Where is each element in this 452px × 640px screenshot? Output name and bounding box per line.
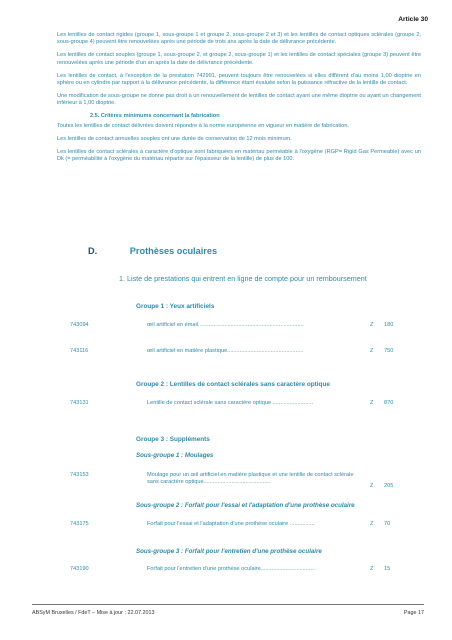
paragraph: Les lentilles de contact souples (groupe 1, sous-groupe 2, et groupe 2, sous-groupe 1) et les lentilles de contact spéciales (groupe 3) peuvent être renouvelées après une période d'un an après la date de délivrance précédente. [57,52,421,66]
z-letter: Z [370,566,374,572]
group-heading: Groupe 1 : Yeux artificiels [136,303,215,310]
z-letter: Z [370,483,374,489]
paragraph: Les lentilles de contact, à l'exception de la prestation 742991, peuvent toujours être renouvelées si elles diffèrent d'au moins 1,00 dioptrie en sphère ou en cylindre par rapport à la délivrance précédente, la différence étant évaluée selon la puissance réfractive de la lentille de contact. [57,72,421,87]
paragraph: Les lentilles de contact sclérales à caractère d'optique sont fabriquées en matériau perméable à l'oxygène (RGP= Rigid Gas Permeable) avec un Dk (= perméabilité à l'oxygène du matériau répartie sur l'épaisseur de la lentille) de plus de 100. [57,149,421,163]
description: œil artificiel en émail.................................................................... [147,322,304,328]
section-heading [88,246,217,256]
value: 870 [384,400,394,406]
section-title: Prothèses oculaires [129,246,218,256]
description: Forfait pour l'entretien d'une prothèse oculaire................................... [147,566,316,572]
subgroup-heading: Sous-groupe 1 : Moulages [136,452,214,459]
page-number: Page 17 [403,610,424,616]
paragraph: Toutes les lentilles de contact délivrées doivent répondre à la norme européenne en vigueur en matière de fabrication. [57,123,349,130]
z-letter: Z [370,322,374,328]
description: Lentille de contact sclérale sans caractère optique .......................... [147,400,314,406]
list-title: 1. Liste de prestations qui entrent en ligne de compte pour un remboursement [119,274,367,283]
body-text [57,32,421,169]
value: 70 [384,521,391,527]
paragraph: Une modification de sous-groupe ne donne pas droit à un renouvellement de lentilles de contact ayant une même dioptrie ou ayant un changement inférieur à 1,00 dioptrie. [57,92,421,107]
footer-text: ABSyM Bruxelles / FdeT – Mise à jour : 22.07.2013 [32,610,155,616]
description: Moulage pour un œil artificiel en matière plastique et une lentille de contact sclérale sans caractère optique........................................... [147,472,354,486]
subgroup-heading: Sous-groupe 2 : Forfait pour l'essai et l'adaptation d'une prothèse oculaire [136,502,355,509]
paragraph: Les lentilles de contact rigides (groupe 1, sous-groupe 1 et groupe 2, sous-groupe 2 et 3) et les lentilles de contact optiques sclérales (groupe 2, sous-groupe 4) peuvent être renouvelées après une période de trois ans après la date de délivrance précédente. [57,32,421,46]
subgroup-heading: Sous-groupe 3 : Forfait pour l'entretien d'une prothèse oculaire [136,548,322,555]
code: 743153 [70,472,89,478]
footer-divider [32,604,424,605]
value: 205 [384,483,394,489]
z-letter: Z [370,400,374,406]
code: 743175 [70,521,89,527]
description: œil artificiel en matière plastique................................................. [147,348,304,354]
group-heading: Groupe 3 : Suppléments [136,436,210,443]
group-heading: Groupe 2 : Lentilles de contact sclérales sans caractère optique [136,381,330,388]
value: 750 [384,348,394,354]
z-letter: Z [370,348,374,354]
code: 743116 [70,348,89,354]
z-letter: Z [370,521,374,527]
description: Forfait pour l'essai et l'adaptation d'une prothèse oculaire ................ [147,521,315,527]
code: 743131 [70,400,89,406]
paragraph: Les lentilles de contact annuelles souples ont une durée de conservation de 12 mois minimum. [57,136,292,143]
code: 743094 [70,322,89,328]
value: 180 [384,322,394,328]
article-heading: Article 30 [398,16,428,23]
value: 15 [384,566,391,572]
sub-heading: 2.5. Critères minimums concernant la fabrication [90,113,220,120]
code: 743190 [70,566,89,572]
section-letter: D. [88,246,98,256]
